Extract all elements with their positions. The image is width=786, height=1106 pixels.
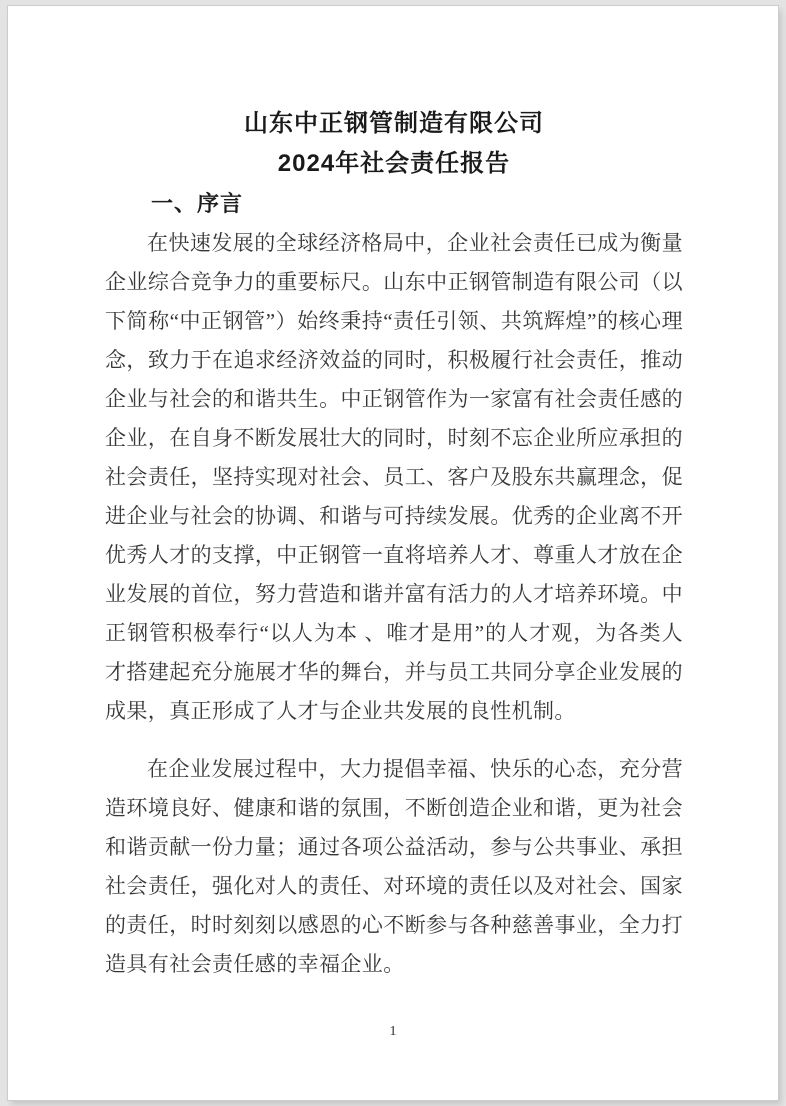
section-heading-preface: 一、序言 — [151, 191, 244, 216]
report-title-year: 2024年社会责任报告 — [277, 150, 511, 177]
report-title-company: 山东中正钢管制造有限公司 — [244, 110, 544, 137]
document-page — [8, 6, 778, 1100]
body-paragraph-2: 在企业发展过程中，大力提倡幸福、快乐的心态，充分营造环境良好、健康和谐的氛围，不断创造企业和谐，更为社会和谐贡献一份力量；通过各项公益活动，参与公共事业、承担社会责任，强化对人的责任、对环境的责任以及对社会、国家的责任，时时刻刻以感恩的心不断参与各种慈善事业，全力打造具有社会责任感的幸福企业。 — [105, 757, 683, 976]
page-number: 1 — [389, 1024, 397, 1039]
body-paragraph-1: 在快速发展的全球经济格局中，企业社会责任已成为衡量企业综合竞争力的重要标尺。山东中正钢管制造有限公司（以下简称“中正钢管”）始终秉持“责任引领、共筑辉煌”的核心理念，致力于在追求经济效益的同时，积极履行社会责任，推动企业与社会的和谐共生。中正钢管作为一家富有社会责任感的企业，在自身不断发展壮大的同时，时刻不忘企业所应承担的社会责任，坚持实现对社会、员工、客户及股东共赢理念，促进企业与社会的协调、和谐与可持续发展。优秀的企业离不开优秀人才的支撑，中正钢管一直将培养人才、尊重人才放在企业发展的首位，努力营造和谐并富有活力的人才培养环境。中正钢管积极奉行“以人为本 、唯才是用”的人才观，为各类人才搭建起充分施展才华的舞台，并与员工共同分享企业发展的成果，真正形成了人才与企业共发展的良性机制。 — [105, 231, 683, 723]
